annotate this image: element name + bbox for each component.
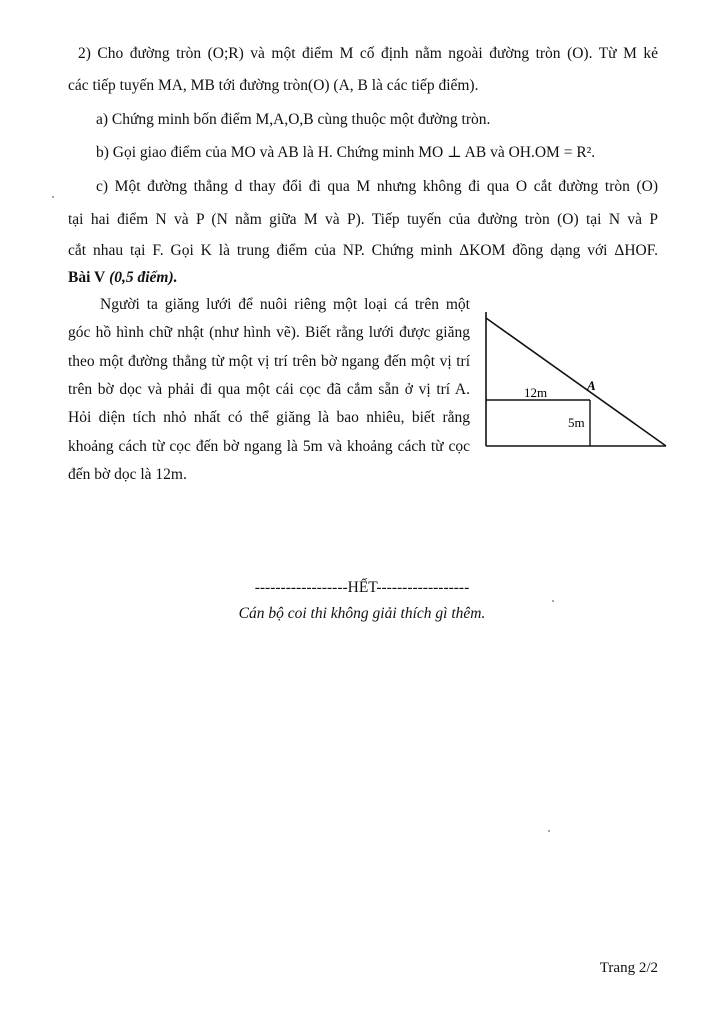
problem2-intro-line2: các tiếp tuyến MA, MB tới đường tròn(O) (A, B là các tiếp điểm). (68, 77, 479, 94)
invigilator-note: Cán bộ coi thi không giải thích gì thêm. (238, 605, 486, 622)
problem5-body-line: đến bờ dọc là 12m. (68, 466, 187, 483)
problem2-part-b: b) Gọi giao điểm của MO và AB là H. Chứng minh MO ⊥ AB và OH.OM = R². (96, 144, 596, 161)
scan-speck (548, 830, 550, 832)
problem2-part-a: a) Chứng minh bốn điểm M,A,O,B cùng thuộc một đường tròn. (96, 111, 491, 128)
scan-speck (52, 196, 54, 198)
problem5-heading-label: Bài V (68, 269, 106, 286)
problem2-intro-line1: 2) Cho đường tròn (O;R) và một điểm M cố định nằm ngoài đường tròn (O). Từ M kẻ (78, 45, 658, 62)
problem5-heading-points: (0,5 điểm). (109, 269, 178, 286)
label-12m: 12m (524, 385, 548, 400)
scan-speck (552, 600, 554, 602)
problem2-part-c-line2: tại hai điểm N và P (N nằm giữa M và P). Tiếp tuyến của đường tròn (O) tại N và P (68, 211, 658, 228)
problem5-body-line: Hỏi diện tích nhỏ nhất có thể giăng là bao nhiêu, biết rằng (68, 409, 470, 426)
problem5-body-line: góc hồ hình chữ nhật (như hình vẽ). Biết rằng lưới được giăng (68, 324, 470, 341)
problem5-body-line: theo một đường thẳng từ một vị trí trên bờ ngang đến một vị trí (68, 353, 470, 370)
end-mark: ------------------HẾT------------------ (254, 579, 470, 596)
problem2-part-c-line1: c) Một đường thẳng d thay đổi đi qua M nhưng không đi qua O cắt đường tròn (O) (96, 178, 658, 195)
problem5-body-line: trên bờ dọc và phải đi qua một cái cọc đã cắm sẵn ở vị trí A. (68, 381, 470, 398)
pond-corner-figure (480, 308, 680, 454)
page-number: Trang 2/2 (599, 960, 658, 976)
problem5-heading (68, 268, 658, 288)
problem5-body-line: Người ta giăng lưới để nuôi riêng một loại cá trên một (100, 296, 470, 313)
problem5-body-line: khoảng cách từ cọc đến bờ ngang là 5m và khoảng cách từ cọc (68, 438, 470, 455)
label-5m: 5m (568, 415, 585, 430)
label-A: A (587, 378, 596, 393)
problem2-part-c-line3: cắt nhau tại F. Gọi K là trung điểm của NP. Chứng minh ΔKOM đồng dạng với ΔHOF. (68, 242, 658, 259)
